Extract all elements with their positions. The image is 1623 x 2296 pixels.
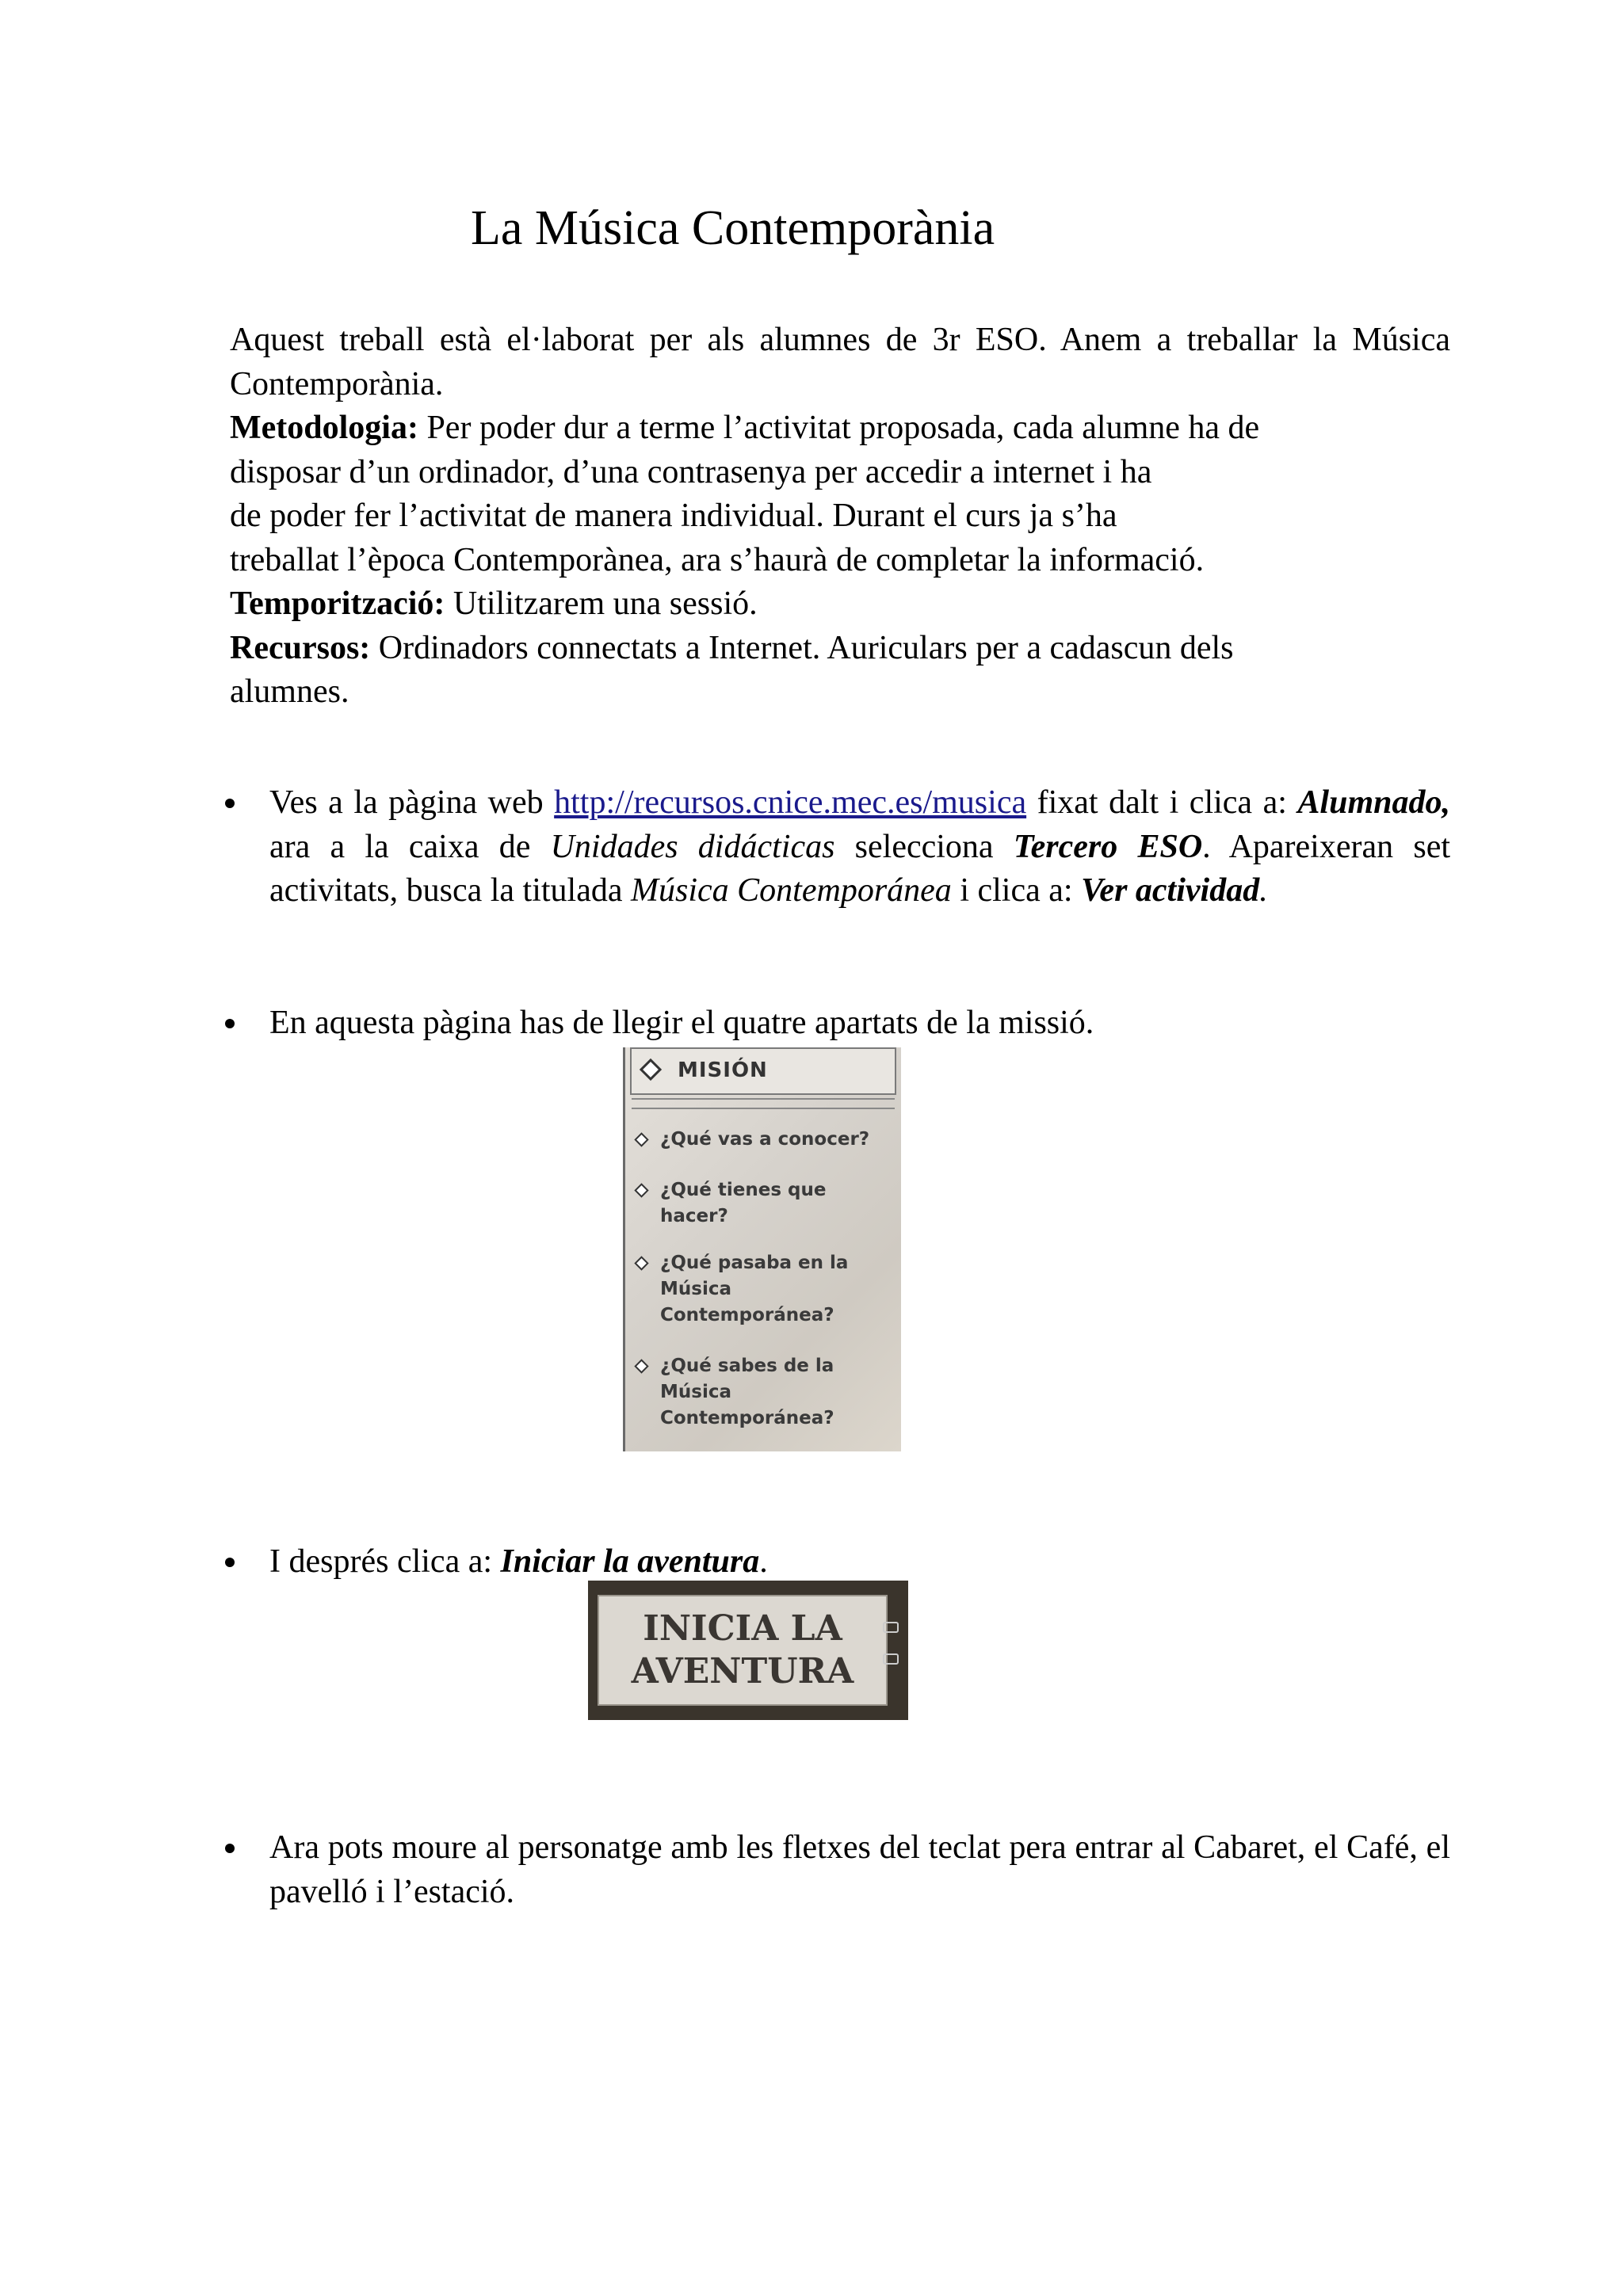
ver-actividad-text: Ver actividad	[1081, 872, 1260, 909]
bullet-text	[269, 781, 1450, 913]
mision-item	[660, 1353, 890, 1432]
bullet-text: Ara pots moure al personatge amb les fletxes del teclat pera entrar al Cabaret, el Café, el pavelló i l’estació.	[269, 1829, 1450, 1910]
bullet1-text-f: i clica a:	[951, 872, 1082, 909]
mision-item-label: ¿Qué sabes de la Música Contemporánea?	[660, 1356, 834, 1428]
inicia-aventura-image	[588, 1581, 908, 1720]
alumnado-text: Alumnado,	[1297, 784, 1450, 821]
bullet3-text-a: I després clica a:	[269, 1543, 501, 1580]
bullet1-text-c: ara a la caixa de	[269, 828, 551, 865]
mision-item	[660, 1127, 890, 1153]
temporitzacio-label: Temporització:	[230, 585, 445, 622]
inicia-line-2: AVENTURA	[631, 1651, 854, 1691]
diamond-icon	[640, 1058, 662, 1081]
metodologia-line-4: treballat l’època Contemporànea, ara s’haurà de completar la informació.	[230, 541, 1205, 578]
bullet1-text-e: . Apareixeran set activitats, busca la titulada	[269, 828, 1451, 909]
bullet1-text-b: fixat dalt i clica a:	[1026, 784, 1298, 821]
diamond-icon	[634, 1183, 648, 1197]
list-item-moure	[230, 1826, 1450, 1914]
recursos-link[interactable]: http://recursos.cnice.mec.es/musica	[554, 784, 1027, 821]
bullet-text	[269, 1540, 1450, 1585]
hinge-icon	[883, 1653, 899, 1665]
bullet-dot	[225, 1019, 235, 1028]
unidades-text: Unidades didácticas	[550, 828, 835, 865]
mision-header-label: MISIÓN	[678, 1058, 768, 1082]
inicia-line-1: INICIA LA	[643, 1608, 842, 1649]
recursos-line-1	[230, 627, 1450, 671]
metodologia-line-3: de poder fer l’activitat de manera individual. Durant el curs ja s’ha	[230, 498, 1117, 534]
intro-paragraph: Aquest treball està el·laborat per als alumnes de 3r ESO. Anem a treballar la Música Contemporània.	[230, 322, 1450, 402]
musica-contemporanea-text: Música Contemporánea	[631, 872, 952, 909]
recursos-line-2: alumnes.	[230, 673, 349, 710]
list-item-mision	[230, 1001, 1450, 1046]
divider	[632, 1098, 895, 1109]
mision-panel-image	[623, 1047, 901, 1451]
diamond-icon	[634, 1359, 648, 1373]
diamond-icon	[634, 1256, 648, 1270]
page-title: La Música Contemporània	[471, 201, 995, 255]
list-item-instructions	[230, 781, 1450, 913]
metodologia-line-1	[230, 406, 1450, 451]
bullet-dot	[225, 1844, 235, 1853]
bullet1-text-d: selecciona	[834, 828, 1014, 865]
intro-section	[230, 318, 1450, 715]
mision-item	[660, 1250, 890, 1329]
mision-header	[630, 1047, 896, 1095]
bullet-dot	[225, 1558, 235, 1567]
metodologia-line-2: disposar d’un ordinador, d’una contrasenya per accedir a internet i ha	[230, 453, 1152, 490]
temporitzacio-line	[230, 582, 1450, 627]
inicia-aventura-button	[598, 1595, 888, 1706]
temporitzacio-text: Utilitzarem una sessió.	[453, 585, 758, 622]
list-item-iniciar	[230, 1540, 1450, 1585]
bullet-text: En aquesta pàgina has de llegir el quatre apartats de la missió.	[269, 1005, 1094, 1041]
bullet1-text-g: .	[1259, 872, 1268, 909]
mision-item-label: ¿Qué vas a conocer?	[660, 1129, 870, 1150]
tercero-text: Tercero ESO	[1013, 828, 1203, 865]
mision-item-label: ¿Qué pasaba en la Música Contemporánea?	[660, 1253, 849, 1325]
recursos-text-1: Ordinadors connectats a Internet. Auriculars per a cadascun dels	[378, 629, 1234, 666]
metodologia-label: Metodologia:	[230, 410, 418, 446]
bullet3-text-b: .	[759, 1543, 768, 1580]
metodologia-text-1: Per poder dur a terme l’activitat proposada, cada alumne ha de	[426, 410, 1260, 446]
mision-item	[660, 1177, 890, 1230]
hinge-icon	[883, 1622, 899, 1633]
recursos-label: Recursos:	[230, 629, 371, 666]
bullet1-text-a: Ves a la pàgina web	[269, 784, 555, 821]
iniciar-text: Iniciar la aventura	[500, 1543, 760, 1580]
mision-item-label: ¿Qué tienes que hacer?	[660, 1180, 827, 1226]
diamond-icon	[634, 1132, 648, 1146]
bullet-dot	[225, 799, 235, 808]
